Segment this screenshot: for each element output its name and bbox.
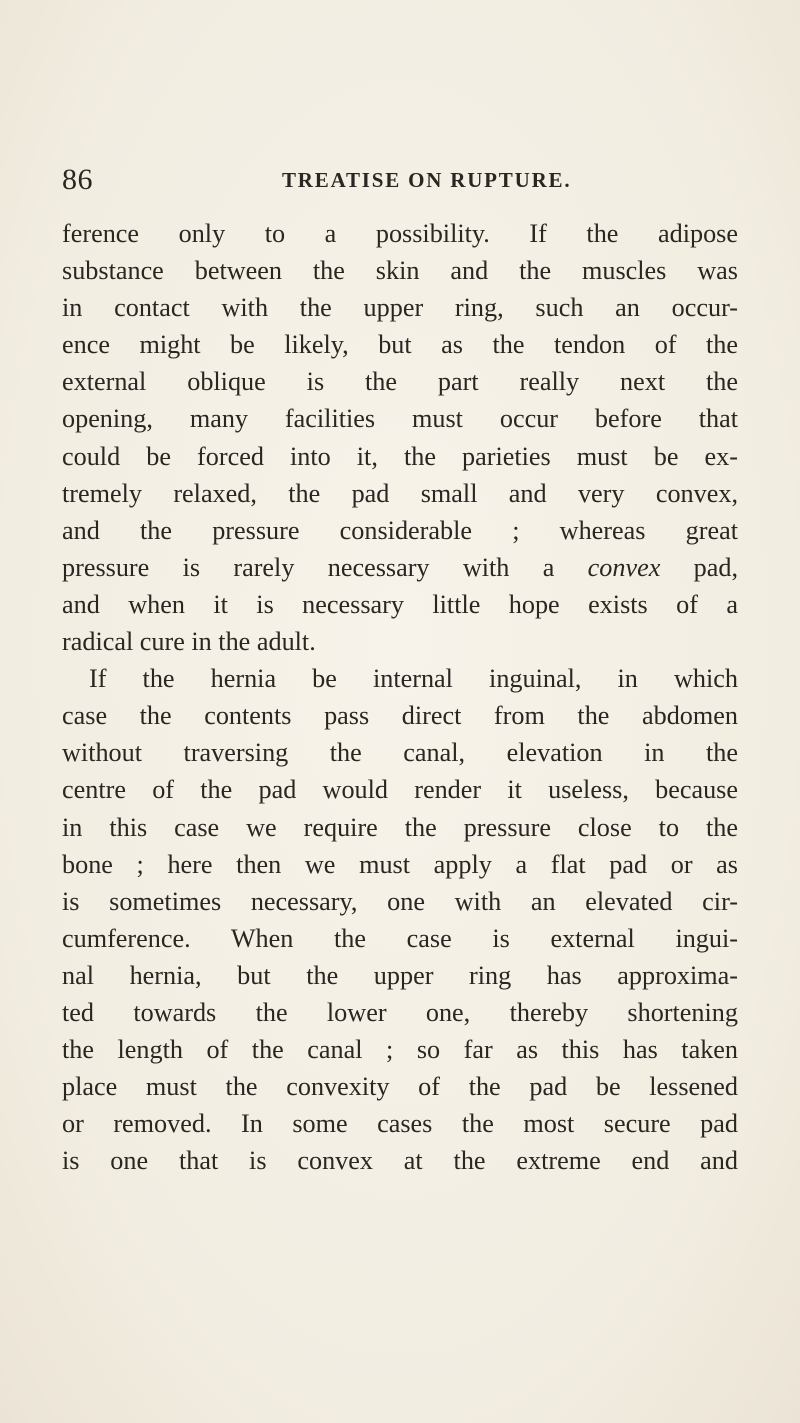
body-text	[62, 215, 738, 1179]
page-number: 86	[62, 163, 93, 196]
text-line-paragraph-start: If the hernia be internal inguinal, in which	[89, 664, 738, 694]
page-header	[62, 160, 738, 200]
text-line: external oblique is the part really next the	[62, 367, 738, 397]
text-line: and when it is necessary little hope exists of a	[62, 589, 738, 619]
text-line: tremely relaxed, the pad small and very convex,	[62, 478, 738, 508]
text-line: the length of the canal ; so far as this has taken	[62, 1035, 738, 1065]
running-title: TREATISE ON RUPTURE.	[282, 168, 572, 192]
text-line: and the pressure considerable ; whereas great	[62, 515, 738, 545]
text-line: place must the convexity of the pad be lessened	[62, 1072, 738, 1102]
text-line: could be forced into it, the parieties must be ex-	[62, 441, 738, 471]
text-line: ted towards the lower one, thereby shortening	[62, 997, 738, 1027]
text-line: in this case we require the pressure close to the	[62, 812, 738, 842]
text-line-with-italic	[62, 549, 738, 586]
text-line: without traversing the canal, elevation in the	[62, 738, 738, 768]
text-line: nal hernia, but the upper ring has approxima-	[62, 960, 738, 990]
text-line: opening, many facilities must occur before that	[62, 404, 738, 434]
text-line: is one that is convex at the extreme end and	[62, 1146, 738, 1176]
text-line-paragraph-end: radical cure in the adult.	[62, 627, 316, 657]
text-line: or removed. In some cases the most secure pad	[62, 1109, 738, 1139]
text-line: substance between the skin and the muscles was	[62, 256, 738, 286]
text-line: cumference. When the case is external ingui-	[62, 923, 738, 953]
text-line: case the contents pass direct from the abdomen	[62, 701, 738, 731]
text-line: centre of the pad would render it useless, because	[62, 775, 738, 805]
italic-word: convex	[587, 552, 661, 582]
text-line: ence might be likely, but as the tendon of the	[62, 330, 738, 360]
text-segment: pressure is rarely necessary with a	[62, 552, 588, 582]
text-line: in contact with the upper ring, such an occur-	[62, 293, 738, 323]
text-segment: pad,	[660, 552, 739, 582]
text-line: bone ; here then we must apply a flat pad or as	[62, 849, 738, 879]
text-line: is sometimes necessary, one with an elevated cir-	[62, 886, 738, 916]
text-line: ference only to a possibility. If the adipose	[62, 219, 738, 248]
